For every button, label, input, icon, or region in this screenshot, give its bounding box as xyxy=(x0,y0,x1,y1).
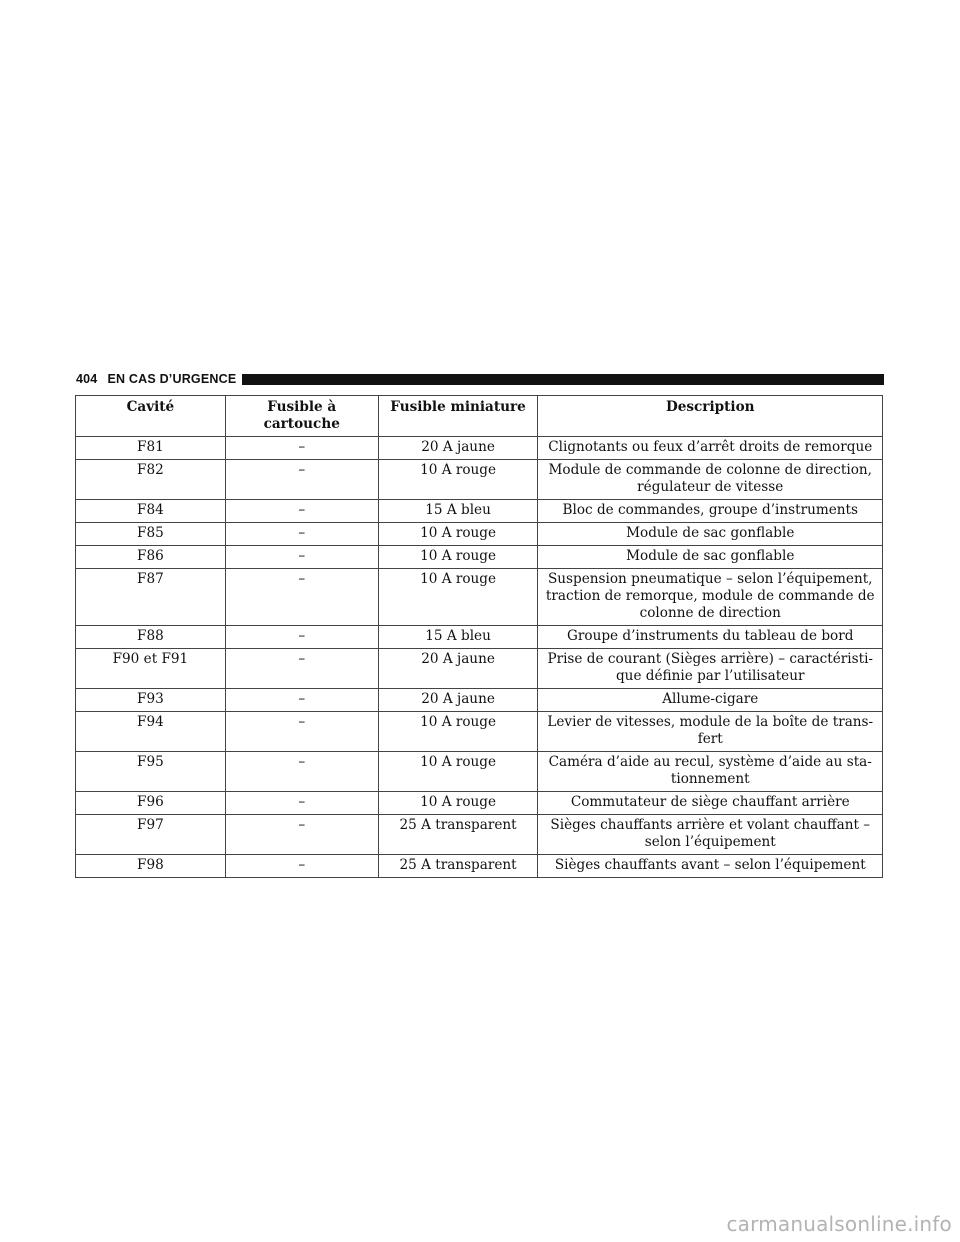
table-row xyxy=(76,855,883,878)
table-row xyxy=(76,500,883,523)
cell-mini-fuse: 10 A rouge xyxy=(378,569,538,626)
cell-cartridge-fuse: – xyxy=(225,546,378,569)
cell-mini-fuse: 15 A bleu xyxy=(378,500,538,523)
table-row xyxy=(76,437,883,460)
cell-description: Commutateur de siège chauffant arrière xyxy=(538,792,883,815)
cell-cartridge-fuse: – xyxy=(225,569,378,626)
table-row xyxy=(76,626,883,649)
cell-description: Groupe d’instruments du tableau de bord xyxy=(538,626,883,649)
cell-cartridge-fuse: – xyxy=(225,626,378,649)
cell-cavity: F94 xyxy=(76,712,226,752)
cell-cavity: F87 xyxy=(76,569,226,626)
cell-cavity: F90 et F91 xyxy=(76,649,226,689)
cell-cavity: F93 xyxy=(76,689,226,712)
cell-cavity: F84 xyxy=(76,500,226,523)
cell-mini-fuse: 20 A jaune xyxy=(378,437,538,460)
cell-cartridge-fuse: – xyxy=(225,500,378,523)
cell-cartridge-fuse: – xyxy=(225,792,378,815)
cell-description: Module de commande de colonne de direction, régulateur de vitesse xyxy=(538,460,883,500)
cell-cartridge-fuse: – xyxy=(225,689,378,712)
watermark: carmanualsonline.info xyxy=(726,1212,952,1236)
column-header-mini-fuse: Fusible miniature xyxy=(378,396,538,437)
cell-mini-fuse: 25 A transparent xyxy=(378,855,538,878)
table-row xyxy=(76,712,883,752)
table-row xyxy=(76,689,883,712)
cell-description: Caméra d’aide au recul, système d’aide au sta-tionnement xyxy=(538,752,883,792)
cell-description: Suspension pneumatique – selon l’équipement, traction de remorque, module de commande de colonne de direction xyxy=(538,569,883,626)
cell-description: Clignotants ou feux d’arrêt droits de remorque xyxy=(538,437,883,460)
cell-mini-fuse: 10 A rouge xyxy=(378,460,538,500)
cell-cavity: F96 xyxy=(76,792,226,815)
cell-cartridge-fuse: – xyxy=(225,523,378,546)
page-header xyxy=(76,371,884,387)
cell-description: Bloc de commandes, groupe d’instruments xyxy=(538,500,883,523)
cell-cavity: F95 xyxy=(76,752,226,792)
cell-description: Module de sac gonflable xyxy=(538,523,883,546)
cell-mini-fuse: 15 A bleu xyxy=(378,626,538,649)
table-row xyxy=(76,546,883,569)
table-row xyxy=(76,815,883,855)
table-row xyxy=(76,569,883,626)
header-rule xyxy=(242,374,884,385)
section-title: EN CAS D’URGENCE xyxy=(107,372,237,386)
cell-description: Allume-cigare xyxy=(538,689,883,712)
cell-cavity: F85 xyxy=(76,523,226,546)
cell-cavity: F81 xyxy=(76,437,226,460)
table-header-row xyxy=(76,396,883,437)
table-row xyxy=(76,752,883,792)
cell-cartridge-fuse: – xyxy=(225,855,378,878)
table-row xyxy=(76,792,883,815)
table-row xyxy=(76,523,883,546)
column-header-cartridge-fuse: Fusible à cartouche xyxy=(225,396,378,437)
cell-mini-fuse: 10 A rouge xyxy=(378,712,538,752)
cell-description: Sièges chauffants arrière et volant chauffant – selon l’équipement xyxy=(538,815,883,855)
cell-cartridge-fuse: – xyxy=(225,752,378,792)
cell-description: Module de sac gonflable xyxy=(538,546,883,569)
cell-cartridge-fuse: – xyxy=(225,437,378,460)
cell-cartridge-fuse: – xyxy=(225,712,378,752)
cell-cavity: F86 xyxy=(76,546,226,569)
cell-cartridge-fuse: – xyxy=(225,460,378,500)
cell-mini-fuse: 10 A rouge xyxy=(378,546,538,569)
page-number: 404 xyxy=(76,372,98,386)
column-header-description: Description xyxy=(538,396,883,437)
cell-mini-fuse: 25 A transparent xyxy=(378,815,538,855)
column-header-cavity: Cavité xyxy=(76,396,226,437)
cell-description: Levier de vitesses, module de la boîte de trans-fert xyxy=(538,712,883,752)
cell-mini-fuse: 10 A rouge xyxy=(378,792,538,815)
cell-cavity: F97 xyxy=(76,815,226,855)
cell-cavity: F88 xyxy=(76,626,226,649)
cell-cavity: F82 xyxy=(76,460,226,500)
table-row xyxy=(76,460,883,500)
cell-mini-fuse: 20 A jaune xyxy=(378,689,538,712)
table-row xyxy=(76,649,883,689)
cell-description: Sièges chauffants avant – selon l’équipement xyxy=(538,855,883,878)
fuse-table xyxy=(75,395,883,878)
cell-mini-fuse: 10 A rouge xyxy=(378,752,538,792)
cell-cartridge-fuse: – xyxy=(225,815,378,855)
cell-cavity: F98 xyxy=(76,855,226,878)
cell-mini-fuse: 10 A rouge xyxy=(378,523,538,546)
cell-description: Prise de courant (Sièges arrière) – caractéristi-que définie par l’utilisateur xyxy=(538,649,883,689)
cell-cartridge-fuse: – xyxy=(225,649,378,689)
cell-mini-fuse: 20 A jaune xyxy=(378,649,538,689)
